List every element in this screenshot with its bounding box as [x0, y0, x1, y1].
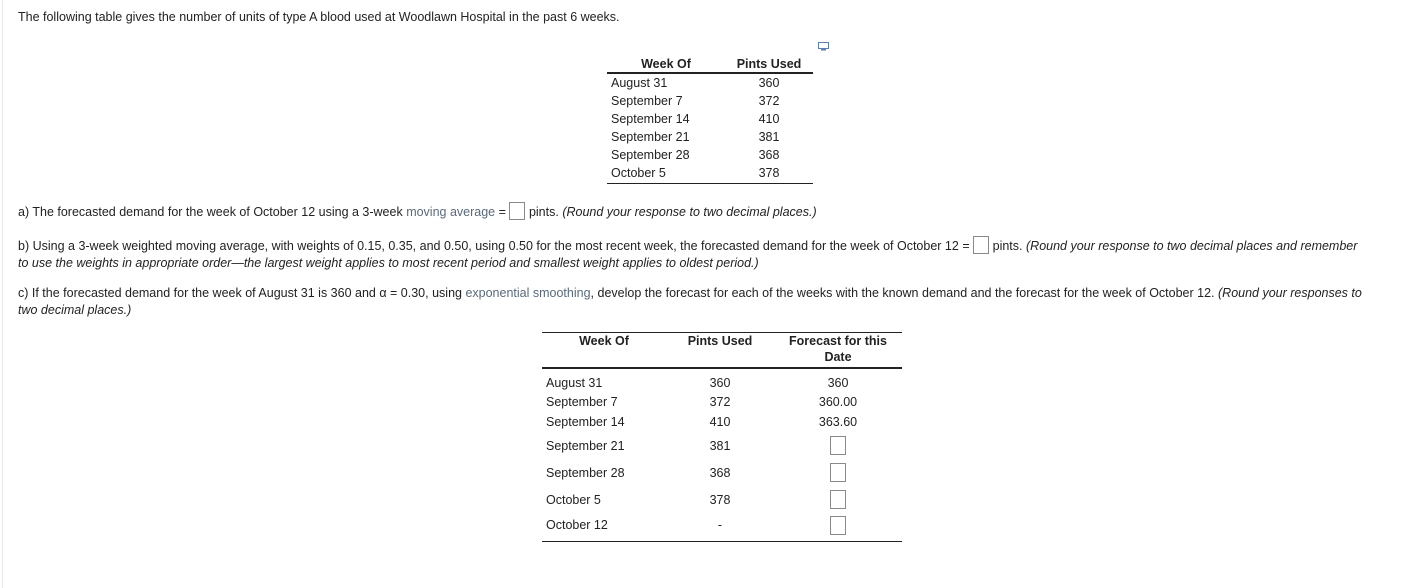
exponential-smoothing-link[interactable]: exponential smoothing	[465, 286, 591, 300]
forecast-cell	[774, 432, 902, 459]
pints-cell: 368	[758, 148, 780, 162]
header-pints-used: Pints Used	[725, 55, 813, 73]
week-cell: September 28	[546, 465, 625, 480]
week-cell: October 5	[607, 164, 725, 184]
question-a-equals: =	[498, 205, 506, 219]
question-a-note: (Round your response to two decimal places.)	[562, 205, 817, 219]
moving-average-link[interactable]: moving average	[406, 205, 496, 219]
intro-text: The following table gives the number of units of type A blood used at Woodlawn Hospital in the past 6 weeks.	[18, 10, 620, 24]
answer-a-input[interactable]	[509, 202, 525, 220]
forecast-cell	[774, 486, 902, 513]
question-c-rest: , develop the forecast for each of the weeks with the known demand and the forecast for the week of October 12.	[590, 286, 1218, 300]
forecast-cell: 360.00	[818, 395, 858, 409]
week-cell: September 7	[546, 395, 618, 409]
question-b-equals: =	[962, 239, 970, 253]
question-b-unit: pints.	[992, 239, 1023, 253]
header-pints-used: Pints Used	[666, 333, 774, 369]
table-row	[607, 73, 813, 92]
question-c-using: using	[432, 286, 466, 300]
forecast-input-oct12[interactable]	[830, 516, 846, 535]
forecast-input-sep21[interactable]	[830, 436, 846, 455]
pints-cell: 378	[709, 492, 731, 507]
forecast-cell: 363.60	[818, 415, 858, 429]
question-b-line2: to use the weights in appropriate order—the largest weight applies to most recent period and smallest weight applies to oldest period.)	[18, 256, 759, 270]
table-row	[607, 146, 813, 164]
table-row	[607, 164, 813, 184]
question-b-lead: b) Using a 3-week weighted moving average, with weights of 0.15, 0.35, and 0.50, using 0.50 for the most recent week, the forecasted demand for the week of October 12	[18, 239, 959, 253]
week-cell: August 31	[546, 375, 603, 390]
question-c-note: (Round your responses to	[1218, 286, 1362, 300]
week-cell: September 7	[611, 94, 683, 108]
week-cell: September 28	[611, 148, 690, 162]
pints-cell: -	[666, 513, 774, 541]
blood-usage-table	[607, 55, 813, 184]
left-border	[2, 0, 3, 588]
header-forecast: Forecast for this Date	[774, 333, 902, 369]
table-row	[607, 128, 813, 146]
question-a-lead: a) The forecasted demand for the week of October 12 using a 3-week	[18, 205, 407, 219]
week-cell: October 5	[546, 492, 601, 507]
forecast-cell: 360	[827, 375, 849, 390]
table-row	[542, 486, 902, 513]
pints-cell: 368	[709, 465, 731, 480]
table-row	[542, 513, 902, 541]
table-row	[542, 368, 902, 392]
week-cell: September 14	[546, 415, 625, 429]
pints-cell: 372	[758, 94, 780, 108]
table-row	[607, 92, 813, 110]
table-row	[607, 110, 813, 128]
pints-cell: 410	[709, 415, 731, 429]
week-cell: September 21	[611, 130, 690, 144]
table-row	[542, 432, 902, 459]
table-row	[542, 392, 902, 412]
pints-cell: 410	[758, 112, 780, 126]
question-a-unit: pints.	[528, 205, 559, 219]
answer-b-input[interactable]	[973, 236, 989, 254]
week-cell: September 21	[546, 438, 625, 453]
question-c-line2: two decimal places.)	[18, 303, 132, 317]
forecast-input-sep28[interactable]	[830, 463, 846, 482]
week-cell: October 12	[542, 513, 666, 541]
question-a	[18, 202, 817, 220]
question-c-lead: c) If the forecasted demand for the week of August 31 is 360 and α = 0.30,	[18, 286, 433, 300]
header-week-of: Week Of	[607, 55, 725, 73]
pints-cell: 360	[709, 375, 731, 390]
pints-cell: 381	[709, 438, 731, 453]
week-cell: August 31	[611, 76, 668, 90]
exponential-smoothing-table	[542, 332, 902, 542]
pints-cell: 372	[709, 395, 731, 409]
pints-cell: 378	[725, 164, 813, 184]
table-row	[542, 459, 902, 486]
pints-cell: 381	[758, 130, 780, 144]
copy-icon[interactable]	[818, 42, 829, 51]
table-row	[542, 412, 902, 432]
question-b-line1	[18, 236, 1357, 254]
forecast-cell	[774, 459, 902, 486]
forecast-input-oct5[interactable]	[830, 490, 846, 509]
forecast-cell	[774, 513, 902, 541]
week-cell: September 14	[611, 112, 690, 126]
question-b-note: (Round your response to two decimal places and remember	[1026, 239, 1358, 253]
question-c-line1	[18, 286, 1362, 300]
header-week-of: Week Of	[542, 333, 666, 369]
pints-cell: 360	[758, 76, 780, 90]
